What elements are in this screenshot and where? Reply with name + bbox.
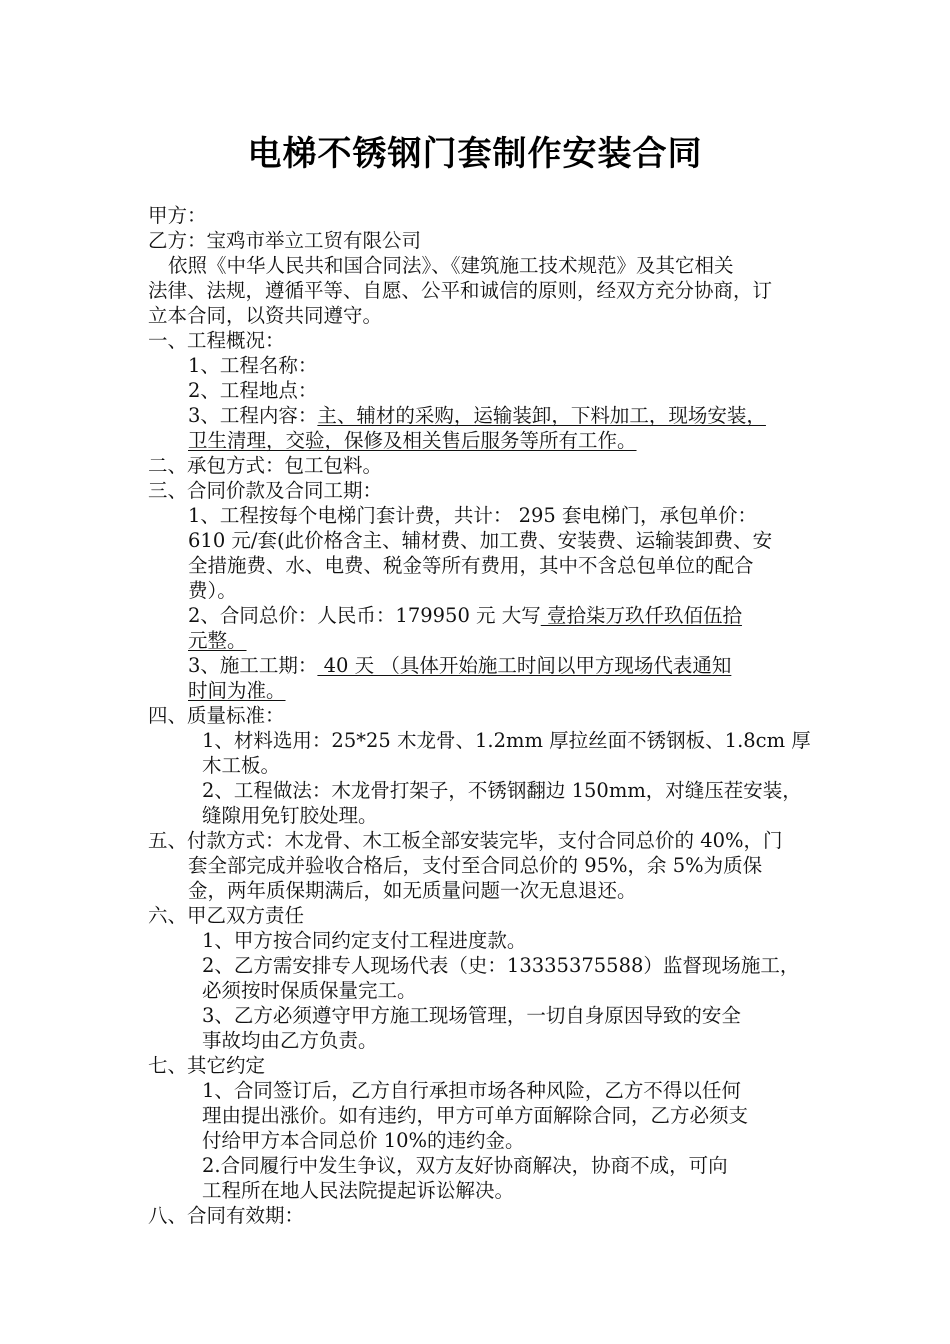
section-heading: 六、甲乙双方责任 [148,904,305,927]
price-line: 费）。 [188,579,237,602]
quality-line: 木工板。 [202,754,281,777]
construction-period-value: 40 天 （具体开始施工时间以甲方现场代表通知 [317,654,732,677]
construction-period [188,653,731,678]
other-terms-line: 理由提出涨价。如有违约，甲方可单方面解除合同，乙方必须支 [202,1104,749,1127]
responsibility-line: 3、乙方必须遵守甲方施工现场管理，一切自身原因导致的安全 [202,1004,741,1027]
other-terms-line: 工程所在地人民法院提起诉讼解决。 [202,1179,515,1202]
section-heading: 七、其它约定 [148,1054,266,1077]
project-content [188,403,766,428]
section-heading: 三、合同价款及合同工期： [148,479,383,502]
responsibility-line: 1、甲方按合同约定支付工程进度款。 [202,929,527,952]
total-price [188,603,742,628]
construction-period-value: 时间为准。 [188,679,286,702]
responsibility-line: 事故均由乙方负责。 [202,1029,378,1052]
other-terms-line: 付给甲方本合同总价 10%的违约金。 [202,1129,525,1152]
section-heading: 四、质量标准： [148,704,285,727]
intro-line: 依照《中华人民共和国合同法》、《建筑施工技术规范》及其它相关 [168,254,734,277]
section-heading: 八、合同有效期： [148,1204,305,1227]
price-line: 610 元/套(此价格含主、辅材费、加工费、安装费、运输装卸费、安 [188,529,773,552]
party-a: 甲方： [148,204,207,227]
party-b: 乙方：宝鸡市举立工贸有限公司 [148,229,422,252]
quality-line: 2、工程做法：木龙骨打架子，不锈钢翻边 150mm，对缝压茬安装， [202,779,802,802]
project-name: 1、工程名称： [188,354,318,377]
project-content-value: 主、辅材的采购，运输装卸，下料加工，现场安装， [317,404,766,427]
project-location: 2、工程地点： [188,379,318,402]
quality-line: 缝隙用免钉胶处理。 [202,804,378,827]
contract-title: 电梯不锈钢门套制作安装合同 [247,134,703,174]
section-heading: 二、承包方式：包工包料。 [148,454,383,477]
responsibility-line: 2、乙方需安排专人现场代表（史：13335375588）监督现场施工， [202,954,800,977]
responsibility-line: 必须按时保质保量完工。 [202,979,417,1002]
section-heading: 一、工程概况： [148,329,285,352]
project-content-value: 卫生清理，交验，保修及相关售后服务等所有工作。 [188,429,637,452]
price-line: 1、工程按每个电梯门套计费，共计： 295 套电梯门，承包单价： [188,504,758,527]
quality-line: 1、材料选用：25*25 木龙骨、1.2mm 厚拉丝面不锈钢板、1.8cm 厚 [202,729,811,752]
total-price-words: 壹拾柒万玖仟玖佰伍拾 [540,604,742,627]
intro-line: 立本合同，以资共同遵守。 [148,304,383,327]
price-line: 全措施费、水、电费、税金等所有费用，其中不含总包单位的配合 [188,554,754,577]
payment-line: 套全部完成并验收合格后，支付至合同总价的 95%，余 5%为质保 [188,854,763,877]
payment-line: 金，两年质保期满后，如无质量问题一次无息退还。 [188,879,637,902]
other-terms-line: 1、合同签订后，乙方自行承担市场各种风险，乙方不得以任何 [202,1079,741,1102]
construction-period-label: 3、施工工期： [188,654,318,677]
project-content-label: 3、工程内容： [188,404,318,427]
total-price-label: 2、合同总价：人民币：179950 元 大写 [188,604,541,627]
intro-line: 法律、法规，遵循平等、自愿、公平和诚信的原则，经双方充分协商，订 [148,279,773,302]
payment-line: 五、付款方式：木龙骨、木工板全部安装完毕，支付合同总价的 40%，门 [148,829,783,852]
other-terms-line: 2.合同履行中发生争议，双方友好协商解决，协商不成，可向 [202,1154,728,1177]
total-price-words: 元整。 [188,629,247,652]
